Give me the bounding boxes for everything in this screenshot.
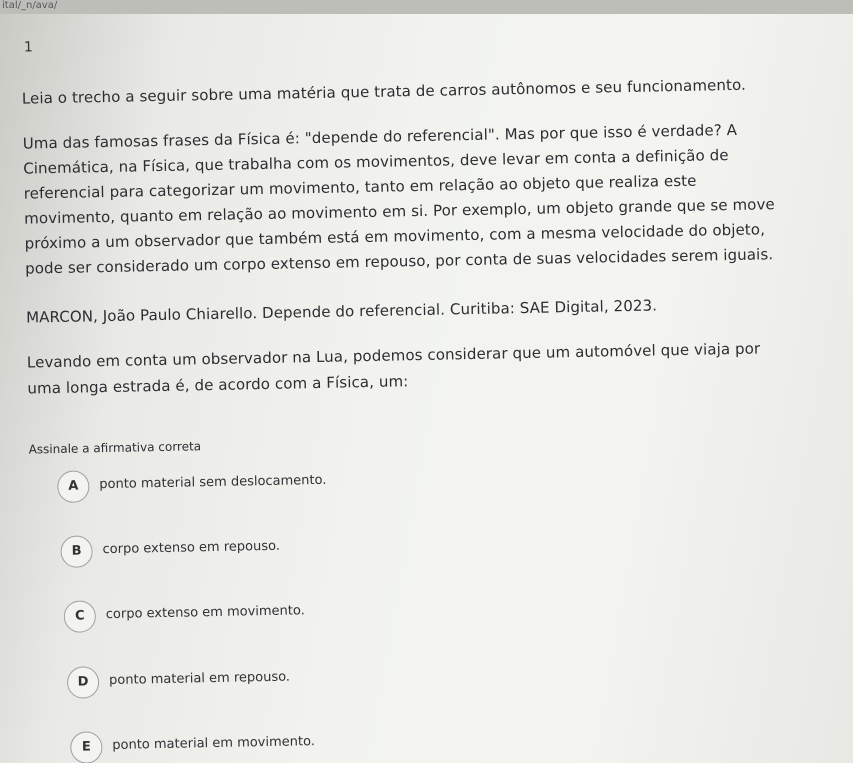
option-label: ponto material em repouso. — [108, 669, 291, 689]
option-letter: B — [71, 543, 82, 559]
option-label: corpo extenso em movimento. — [105, 603, 305, 623]
option-label: ponto material em movimento. — [112, 734, 316, 753]
instruction: Assinale a afirmativa correta — [28, 439, 202, 457]
question-number: 1 — [23, 39, 33, 56]
citation: MARCON, João Paulo Chiarello. Depende do referencial. Curitiba: SAE Digital, 2023. — [25, 296, 658, 327]
excerpt-line: pode ser considerado um corpo extenso em repouso, por conta de suas velocidades serem iguais. — [24, 245, 774, 278]
option-letter: A — [68, 478, 79, 494]
excerpt-line: movimento, quanto em relação ao movimento em si. Por exemplo, um objeto grande que se move — [24, 195, 775, 228]
excerpt-line: próximo a um observador que também está em movimento, com a mesma velocidade do objeto, — [24, 220, 766, 253]
option-letter: C — [74, 608, 85, 624]
url-text: ital/_n/ava/ — [2, 0, 58, 11]
excerpt-line: Cinemática, na Física, que trabalha com os movimentos, deve levar em conta a definição de — [23, 146, 729, 178]
question-intro: Leia o trecho a seguir sobre uma matéria que trata de carros autônomos e seu funcionamento. — [21, 75, 747, 108]
option-letter: E — [81, 739, 91, 755]
excerpt-line: Uma das famosas frases da Física é: "depende do referencial". Mas por que isso é verdade? A — [22, 120, 738, 153]
option-label: corpo extenso em repouso. — [102, 538, 281, 558]
prompt-line: Levando em conta um observador na Lua, podemos considerar que um automóvel que viaja por — [26, 339, 761, 372]
excerpt-line: referencial para categorizar um movimento, tanto em relação ao objeto que realiza este — [23, 171, 697, 203]
option-label: ponto material sem deslocamento. — [99, 472, 327, 493]
option-letter: D — [77, 674, 89, 690]
prompt-line: uma longa estrada é, de acordo com a Física, um: — [27, 372, 409, 398]
